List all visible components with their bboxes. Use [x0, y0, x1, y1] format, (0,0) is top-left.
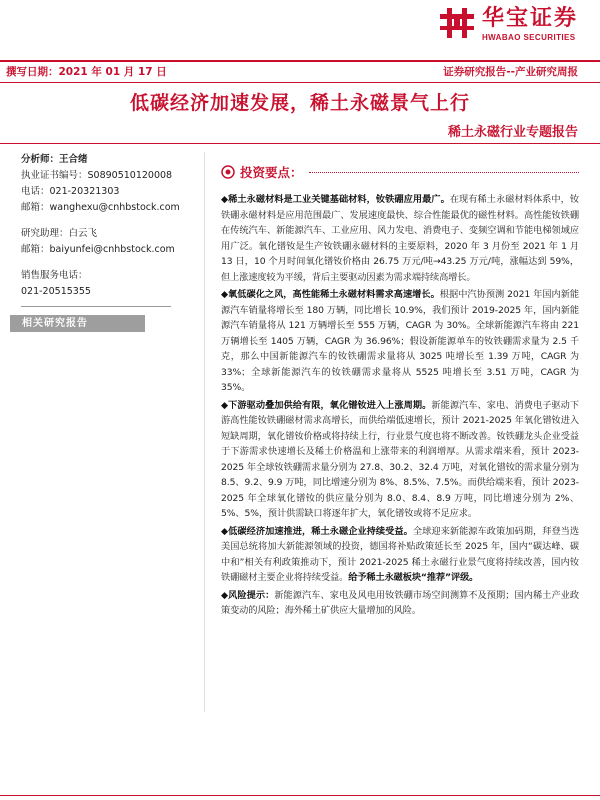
brand-name-en: HWABAO SECURITIES — [481, 33, 576, 42]
paragraph-demand: ◆氧低碳化之风，高性能稀土永磁材料需求高速增长。根据中汽协预测 2021 年国内新能源汽车销量将增长至 180 万辆，同比增长 10.9%，我们预计 2019-2025 年，国内新能源汽车销量将从 121 万辆增长至 555 万辆，CAGR 为 30%。全球新能源汽车将由 221 万辆增长至 1405 万辆，CAGR 为 36.96%；假设新能源单车的钕铁硼需求量为 2.5 千克，那么中国新能源汽车的钕铁硼需求量将从 3025 吨增长至 1.39 万吨，CAGR 为 33%；全球新能源汽车的钕铁硼需求量将从 5525 吨增长至 3.51 万吨，CAGR 为 35%。 — [221, 289, 579, 393]
page-subtitle: 稀土永磁行业专题报告 — [447, 125, 578, 140]
sidebar — [0, 152, 200, 332]
sales-label: 销售服务电话： — [21, 270, 88, 281]
page-title: 低碳经济加速发展，稀土永磁景气上行 — [129, 92, 470, 114]
section-header — [221, 160, 579, 184]
paragraph-policy: ◆低碳经济加速推进，稀土永磁企业持续受益。全球迎来新能源车政策加码期，拜登当选美国总统将加大新能源领域的投资，德国将补贴政策延长至 2025 年，国内“碳达峰、碳中和”相关有利政策推动下，预计 2021-2025 稀土永磁行业景气度将持续改善，国内钕铁硼磁材主要企业将持续受益。给予稀土永磁板块“推荐”评级。 — [221, 525, 580, 583]
meta-row — [0, 64, 600, 80]
section-dotted-rule — [309, 172, 579, 173]
brand-name-cn: 华宝证券 — [481, 6, 578, 31]
analyst-license: 执业证书编号：S0890510120008 — [21, 170, 173, 181]
paragraph-risk: ◆风险提示：新能源汽车、家电及风电用钕铁硼市场空间测算不及预期；国内稀土产业政策变动的风险；海外稀土矿供应大量增加的风险。 — [221, 589, 580, 616]
brand-logo — [438, 6, 578, 42]
report-date: 撰写日期：2021 年 01 月 17 日 — [6, 66, 167, 78]
report-series: 证券研究报告--产业研究周报 — [443, 66, 578, 78]
assistant-name: 研究助理：白云飞 — [21, 228, 98, 239]
paragraph-supply: ◆下游驱动叠加供给有限，氧化镨钕进入上涨周期。新能源汽车、家电、消费电子驱动下游高性能钕铁硼磁材需求高增长，而供给端低速增长，预计 2021-2025 年氧化镨钕进入短缺周期，氧化镨钕价格或将持续上行，行业景气度也将不断改善。钕铁硼龙头企业受益于下游需求快速增长及稀土价格温和上涨带来的利润增厚。从需求端来看，预计 2023-2025 年全球钕铁硼需求量分别为 27.8、30.2、32.4 万吨，对氧化镨钕的需求量分别为 8.5、9.2、9.9 万吨，同比增速分别为 8%、8.5%、7.5%。而供给端来看，预计 2023-2025 年全球氧化镨钕的供应量分别为 8.0、8.4、8.9 万吨，同比增速分别为 2%、5%、5%，预计供需缺口将逐年扩大，氧化镨钕或将不足应求。 — [221, 399, 579, 519]
assistant-email[interactable]: 邮箱：baiyunfei@cnhbstock.com — [21, 244, 175, 255]
analyst-name: 分析师：王合绪 — [21, 154, 88, 165]
target-icon — [221, 165, 235, 179]
paragraph-materials: ◆稀土永磁材料是工业关键基础材料，钕铁硼应用最广。在现有稀土永磁材料体系中，钕铁硼永磁材料是应用范围最广、发展速度最快、综合性能最优的磁性材料。高性能钕铁硼在传统汽车、新能源汽车、工业应用、风力发电、消费电子、变频空调和节能电梯领域应用广泛。氧化镨钕是生产钕铁硼永磁材料的主要原料，2020 年 3 月份至 2021 年 1 月 13 日，10 个月时间氧化镨钕价格由 26.75 万元/吨→43.25 万元/吨，涨幅达到 59%，但上涨速度较为平缓，背后主要驱动因素为需求端持续高增长。 — [221, 194, 579, 283]
header-rule — [0, 60, 600, 62]
analyst-email[interactable]: 邮箱：wanghexu@cnhbstock.com — [21, 202, 180, 213]
column-divider — [204, 152, 205, 712]
investment-highlights — [221, 160, 579, 621]
meta-rule — [0, 82, 600, 83]
title-rule — [0, 143, 600, 144]
analyst-phone: 电话：021-20321303 — [21, 186, 120, 197]
related-reports-header: 相关研究报告 — [10, 315, 145, 332]
footer-rule — [0, 795, 600, 796]
section-title: 投资要点： — [240, 165, 303, 180]
hwabao-logo-icon — [438, 6, 476, 40]
sales-phone: 021-20515355 — [21, 286, 91, 297]
sidebar-divider — [21, 306, 171, 307]
